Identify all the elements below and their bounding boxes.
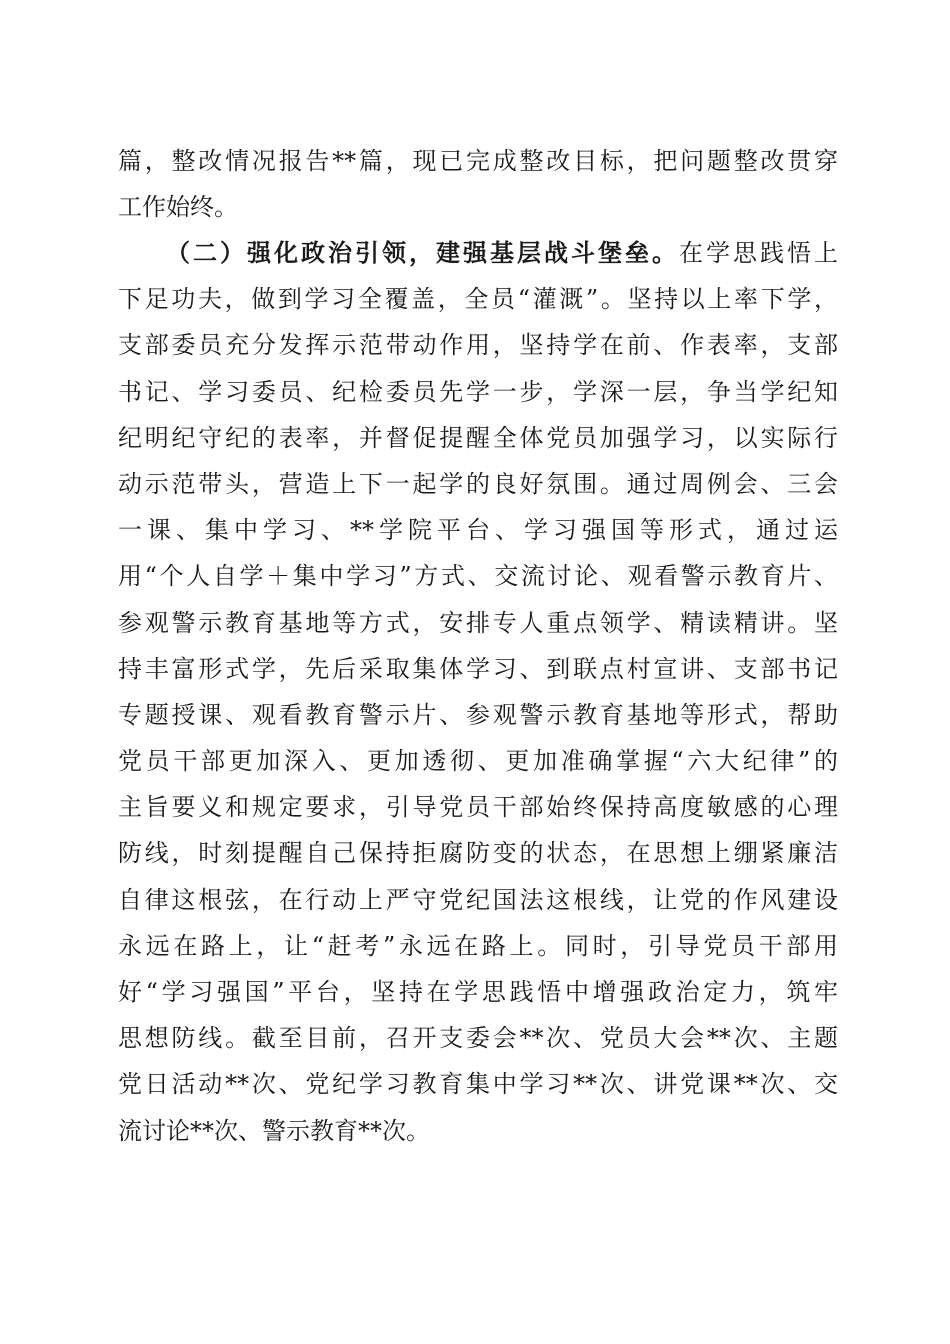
text-line: 下足功夫，做到学习全覆盖，全员“灌溉”。坚持以上率下学，: [118, 285, 838, 314]
text-line: 篇，整改情况报告**篇，现已完成整改目标，把问题整改贯穿: [118, 147, 838, 175]
text-line: 一课、集中学习、**学院平台、学习强国等形式，通过运: [118, 516, 838, 545]
text-line: 自律这根弦，在行动上严守党纪国法这根线，让党的作风建设: [118, 885, 838, 914]
text-line: 党员干部更加深入、更加透彻、更加准确掌握“六大纪律”的: [118, 747, 838, 776]
paragraph-2: [118, 230, 838, 1154]
text-line: 主旨要义和规定要求，引导党员干部始终保持高度敏感的心理: [118, 793, 838, 822]
paragraph-1: [118, 138, 838, 230]
paragraph-first-line: [118, 230, 838, 276]
text-line: 思想防线。截至目前，召开支委会**次、党员大会**次、主题: [118, 1024, 838, 1053]
text-line: 纪明纪守纪的表率，并督促提醒全体党员加强学习，以实际行: [118, 423, 838, 452]
text-line: 书记、学习委员、纪检委员先学一步，学深一层，争当学纪知: [118, 377, 838, 406]
text-line: 党日活动**次、党纪学习教育集中学习**次、讲党课**次、交: [118, 1070, 838, 1099]
text-line: 用“个人自学＋集中学习”方式、交流讨论、观看警示教育片、: [118, 562, 838, 591]
text-line: 防线，时刻提醒自己保持拒腐防变的状态，在思想上绷紧廉洁: [118, 839, 838, 868]
text-line: 永远在路上，让“赶考”永远在路上。同时，引导党员干部用: [118, 931, 838, 960]
text-line: 好“学习强国”平台，坚持在学思践悟中增强政治定力，筑牢: [118, 978, 838, 1006]
text-line: 工作始终。: [118, 193, 238, 222]
text-line: 流讨论**次、警示教育**次。: [118, 1116, 430, 1145]
text-line: 参观警示教育基地等方式，安排专人重点领学、精读精讲。坚: [118, 608, 838, 637]
text-line: 持丰富形式学，先后采取集体学习、到联点村宣讲、支部书记: [118, 654, 838, 683]
text-line: 支部委员充分发挥示范带动作用，坚持学在前、作表率，支部: [118, 331, 838, 360]
text-run: 在学思践悟上: [679, 239, 838, 267]
text-line: 动示范带头，营造上下一起学的良好氛围。通过周例会、三会: [118, 469, 838, 498]
section-heading: （二）强化政治引领，建强基层战斗堡垒。: [166, 238, 679, 267]
text-line: 专题授课、观看教育警示片、参观警示教育基地等形式，帮助: [118, 700, 838, 729]
